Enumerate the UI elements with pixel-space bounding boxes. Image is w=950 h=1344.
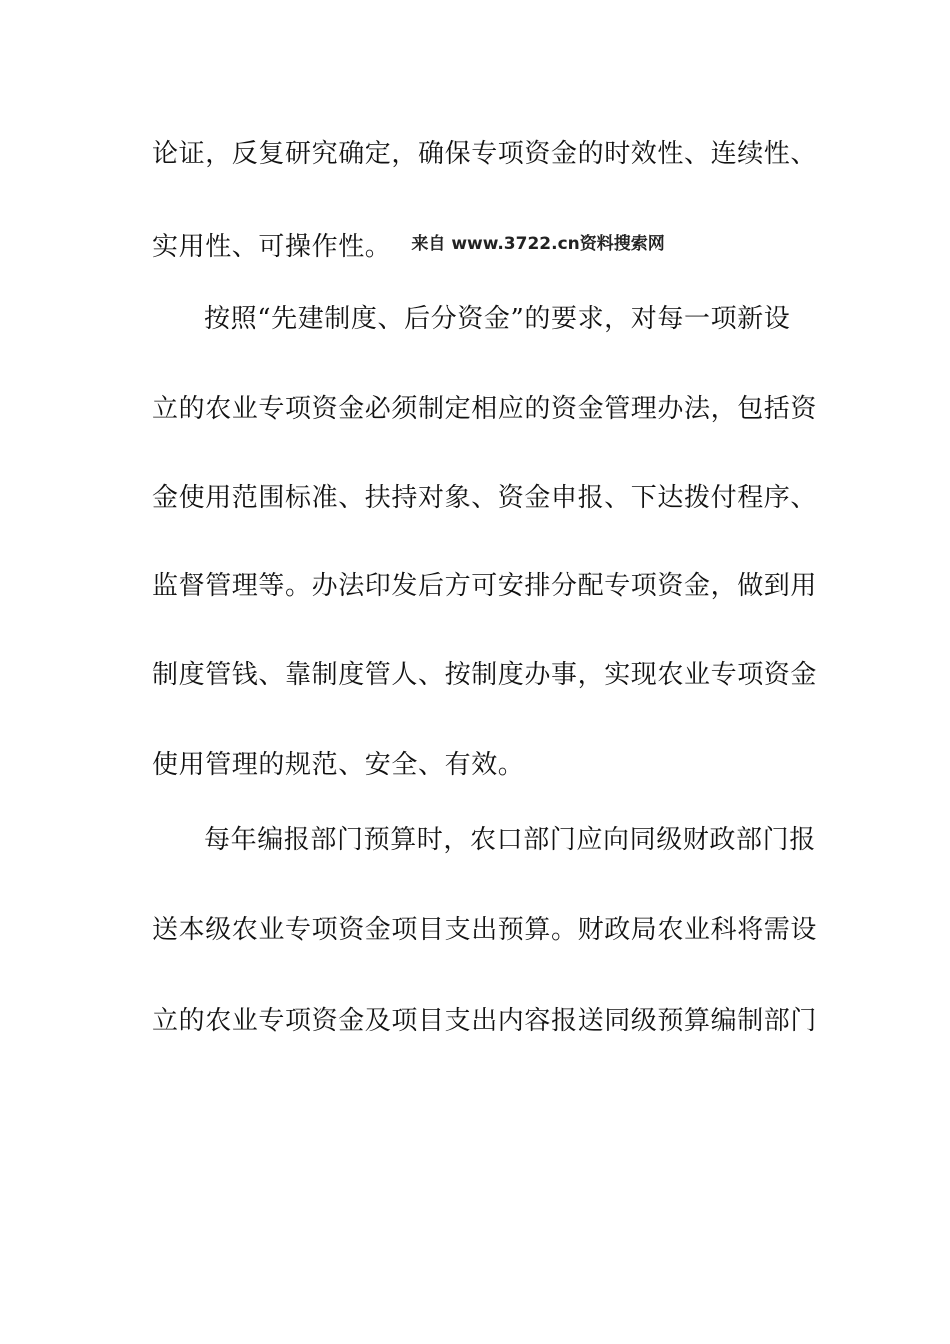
text-line-content: 实用性、可操作性。 xyxy=(152,232,392,262)
text-line xyxy=(152,224,812,264)
paragraph-start-line: 按照“先建制度、后分资金”的要求，对每一项新设 xyxy=(204,304,791,334)
text-line: 制度管钱、靠制度管人、按制度办事，实现农业专项资金 xyxy=(152,660,818,690)
text-line: 立的农业专项资金及项目支出内容报送同级预算编制部门 xyxy=(152,1006,818,1036)
text-line: 送本级农业专项资金项目支出预算。财政局农业科将需设 xyxy=(152,915,818,945)
text-line: 立的农业专项资金必须制定相应的资金管理办法，包括资 xyxy=(152,394,818,424)
watermark-text: 来自 www.3722.cn资料搜索网 xyxy=(411,234,665,254)
text-line: 论证，反复研究确定，确保专项资金的时效性、连续性、 xyxy=(152,139,818,169)
paragraph-start-line: 每年编报部门预算时，农口部门应向同级财政部门报 xyxy=(204,825,816,855)
text-line: 金使用范围标准、扶持对象、资金申报、下达拨付程序、 xyxy=(152,483,818,513)
text-line: 使用管理的规范、安全、有效。 xyxy=(152,750,525,780)
text-line: 监督管理等。办法印发后方可安排分配专项资金，做到用 xyxy=(152,571,818,601)
